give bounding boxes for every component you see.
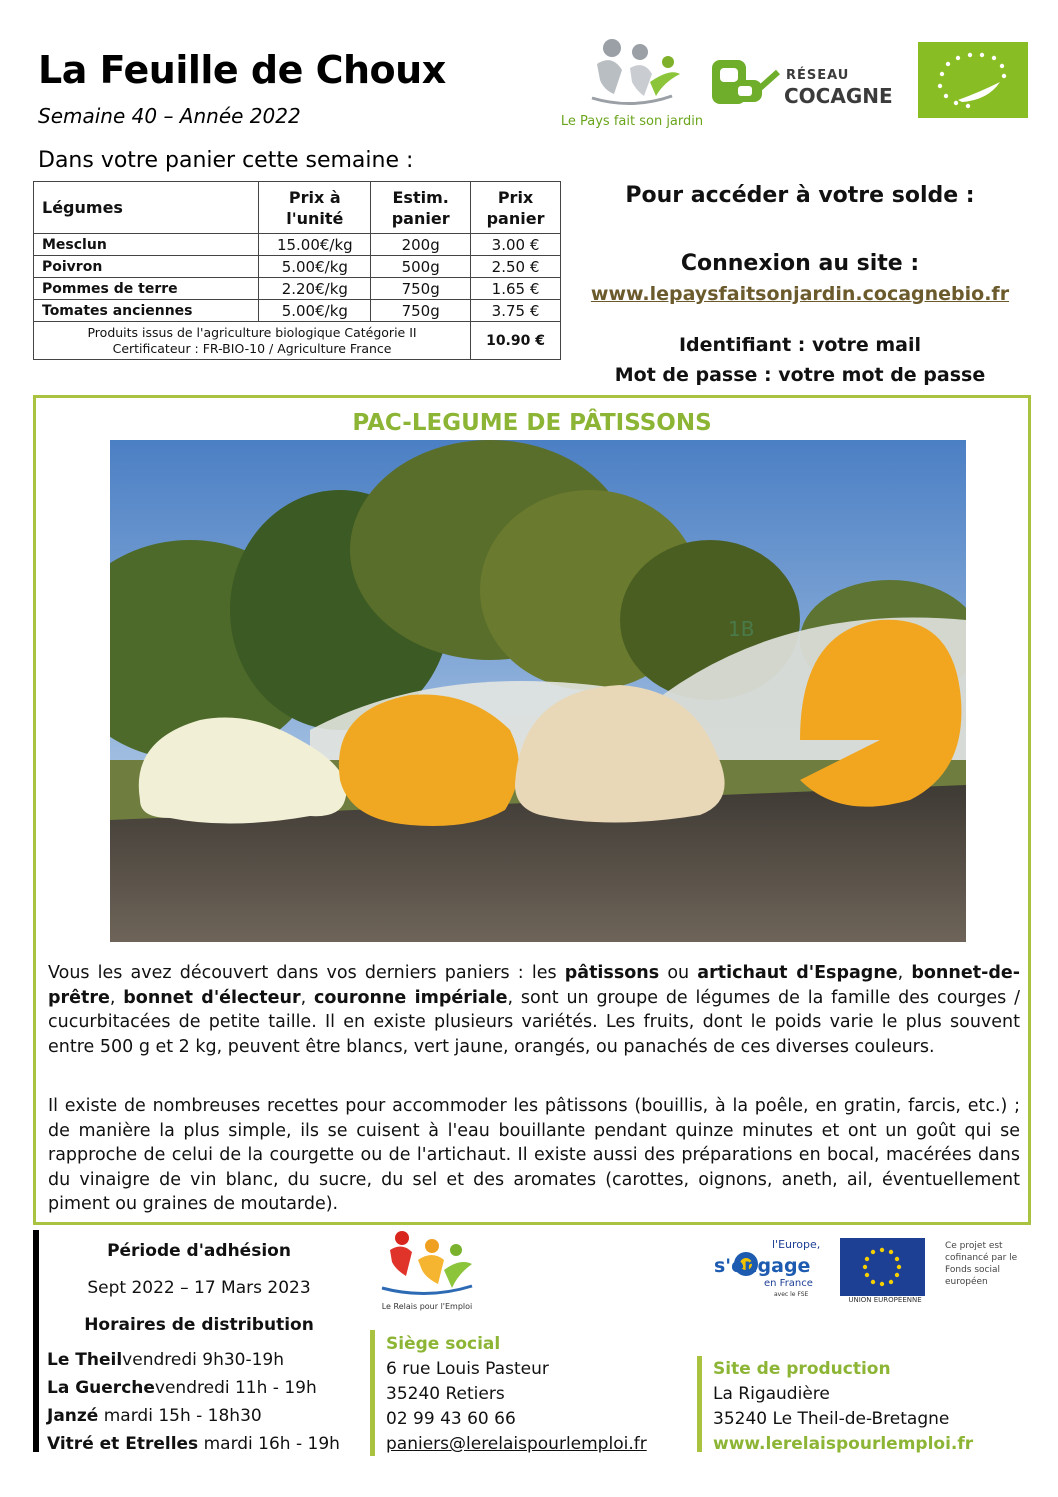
europe-line1: l'Europe, — [772, 1238, 821, 1251]
production-accent-bar — [697, 1356, 702, 1452]
patissons-photo-illustration — [110, 440, 966, 942]
distribution-place: Le Theil — [47, 1350, 123, 1370]
production-city: 35240 Le Theil-de-Bretagne — [713, 1409, 950, 1429]
row-price: 3.00 € — [471, 234, 561, 256]
ue-caption: UNION EUROPÉENNE — [848, 1296, 922, 1304]
relais-people-icon — [372, 1226, 482, 1302]
p1-text-a: Vous les avez découvert dans vos derniers paniers : les — [48, 963, 565, 983]
certification-note — [34, 322, 471, 360]
header-basket-price — [471, 182, 561, 234]
footer-left-bar — [33, 1230, 39, 1452]
header-unit-price — [259, 182, 371, 234]
row-estim: 750g — [371, 278, 471, 300]
p1-bold-patissons: pâtissons — [564, 963, 660, 983]
europe-line2: s'engage — [714, 1255, 811, 1277]
eu-organic-leaf-logo — [918, 42, 1028, 118]
row-name: Poivron — [34, 256, 259, 278]
siege-accent-bar — [370, 1330, 375, 1456]
table-footer-row — [34, 322, 561, 360]
siege-email[interactable]: paniers@lerelaispourlemploi.fr — [386, 1434, 647, 1454]
europe-line4: avec le FSE — [774, 1291, 809, 1298]
adhesion-title: Période d'adhésion — [107, 1241, 291, 1261]
distribution-place: La Guerche — [47, 1378, 155, 1398]
p1-text-g: , sont un groupe de légumes de la famille des courges / cucurbitacées de petite taille. Il en existe plusieurs variétés. Les fruits, dont le poids varie le plus souvent entre 500 g et 2 kg, peuvent être blancs, vert jaune, orangés, ou panachés de ces diverses couleurs. — [48, 987, 1020, 1057]
p1-bold-bonnet-pretre: bonnet-de-prêtre — [48, 963, 1020, 1008]
row-name: Pommes de terre — [34, 278, 259, 300]
article-box — [33, 395, 1031, 1225]
row-unit: 2.20€/kg — [259, 278, 371, 300]
table-row — [34, 278, 561, 300]
distribution-time: mardi 16h - 19h — [198, 1434, 340, 1454]
site-link[interactable]: www.lepaysfaitsonjardin.cocagnebio.fr — [590, 283, 1010, 305]
row-price: 2.50 € — [471, 256, 561, 278]
europe-sengage-logo — [712, 1238, 824, 1298]
connect-heading: Connexion au site : — [680, 251, 920, 276]
table-header-row — [34, 182, 561, 234]
table-row — [34, 234, 561, 256]
row-unit: 15.00€/kg — [259, 234, 371, 256]
login-info: Identifiant : votre mail — [678, 334, 922, 356]
row-estim: 750g — [371, 300, 471, 322]
header-estimate — [371, 182, 471, 234]
newsletter-title: La Feuille de Choux — [38, 48, 446, 92]
organic-leaf-stars-icon — [918, 42, 1028, 118]
patissons-photo — [110, 440, 966, 942]
people-figures-icon — [552, 34, 712, 114]
price-table — [33, 181, 561, 360]
row-estim: 500g — [371, 256, 471, 278]
p1-text-c: ou — [659, 963, 698, 983]
account-heading: Pour accéder à votre solde : — [625, 183, 975, 208]
relais-pour-emploi-logo — [372, 1226, 482, 1320]
distribution-place: Janzé — [47, 1406, 99, 1426]
siege-phone: 02 99 43 60 66 — [386, 1409, 516, 1429]
distribution-place: Vitré et Etrelles — [47, 1434, 199, 1454]
cocagne-line1: RÉSEAU — [786, 68, 850, 83]
distribution-time: mardi 15h - 18h30 — [98, 1406, 262, 1426]
distribution-item — [47, 1406, 262, 1426]
eu-stars-icon — [840, 1238, 925, 1296]
pays-fait-son-jardin-logo — [552, 34, 712, 134]
relais-caption: Le Relais pour l'Emploi — [381, 1302, 473, 1311]
password-info: Mot de passe : votre mot de passe — [614, 364, 986, 386]
row-price: 1.65 € — [471, 278, 561, 300]
distribution-time: vendredi 9h30-19h — [122, 1350, 285, 1370]
header-price-line1: Prix — [497, 187, 534, 207]
eu-flag-logo — [840, 1238, 925, 1296]
distribution-time: vendredi 11h - 19h — [154, 1378, 317, 1398]
row-unit: 5.00€/kg — [259, 256, 371, 278]
europe-sengage-icon — [712, 1238, 824, 1298]
basket-heading: Dans votre panier cette semaine : — [38, 148, 414, 173]
header-unit-line1: Prix à — [288, 187, 341, 207]
p1-text-d: , — [897, 963, 912, 983]
header-estim-line1: Estim. — [392, 187, 449, 207]
distribution-item — [47, 1350, 284, 1370]
basket-total: 10.90 € — [471, 322, 561, 360]
reseau-cocagne-logo — [710, 52, 905, 112]
relais-website-link[interactable]: www.lerelaispourlemploi.fr — [713, 1434, 974, 1454]
row-estim: 200g — [371, 234, 471, 256]
header-unit-line2: l'unité — [286, 208, 344, 228]
europe-line3: en France — [764, 1278, 813, 1289]
week-subtitle: Semaine 40 – Année 2022 — [38, 104, 301, 128]
pays-tagline: Le Pays fait son jardin — [560, 114, 704, 129]
fse-note: Ce projet est cofinancé par le Fonds social européen — [945, 1241, 1018, 1287]
siege-street: 6 rue Louis Pasteur — [386, 1359, 549, 1379]
row-name: Mesclun — [34, 234, 259, 256]
cocagne-line2: COCAGNE — [784, 84, 893, 108]
table-row — [34, 300, 561, 322]
row-unit: 5.00€/kg — [259, 300, 371, 322]
header-price-line2: panier — [486, 208, 545, 228]
row-price: 3.75 € — [471, 300, 561, 322]
header-vegetables: Légumes — [34, 182, 259, 234]
article-title: PAC-LEGUME DE PÂTISSONS — [352, 410, 712, 436]
production-title: Site de production — [713, 1359, 891, 1379]
adhesion-dates: Sept 2022 – 17 Mars 2023 — [87, 1278, 311, 1298]
article-paragraph-2: Il existe de nombreuses recettes pour accommoder les pâtissons (bouillis, à la poêle, en gratin, farcis, etc.) ; de manière la plus simple, ils se cuisent à l'eau bouillante pendant quinze minutes et ont un goût qui se rapproche de celui de la courgette ou de l'artichaut. Il existe aussi des préparations en bocal, macérées dans du vinaigre de vin blanc, du sucre, du sel et des aromates (carottes, oignons, aneth, ail, éventuellement piment ou graines de moutarde). — [48, 1096, 1020, 1214]
production-name: La Rigaudière — [713, 1384, 830, 1404]
p1-bold-bonnet-electeur: bonnet d'électeur — [123, 987, 301, 1008]
article-paragraph-1 — [48, 961, 1020, 1059]
header-estim-line2: panier — [391, 208, 450, 228]
hours-title: Horaires de distribution — [84, 1315, 314, 1335]
siege-city: 35240 Retiers — [386, 1384, 505, 1404]
watering-can-icon — [710, 52, 782, 112]
p1-text-e: , — [109, 987, 124, 1008]
row-name: Tomates anciennes — [34, 300, 259, 322]
p1-bold-artichaut: artichaut d'Espagne — [697, 963, 898, 983]
siege-title: Siège social — [386, 1334, 501, 1354]
greenhouse-label: 1B — [728, 617, 755, 641]
distribution-item — [47, 1378, 317, 1398]
p1-text-f: , — [300, 987, 314, 1008]
table-row — [34, 256, 561, 278]
p1-bold-couronne: couronne impériale — [313, 987, 508, 1008]
certification-line2: Certificateur : FR-BIO-10 / Agriculture France — [112, 340, 392, 356]
distribution-item — [47, 1434, 340, 1454]
certification-line1: Produits issus de l'agriculture biologique Catégorie II — [87, 324, 417, 340]
